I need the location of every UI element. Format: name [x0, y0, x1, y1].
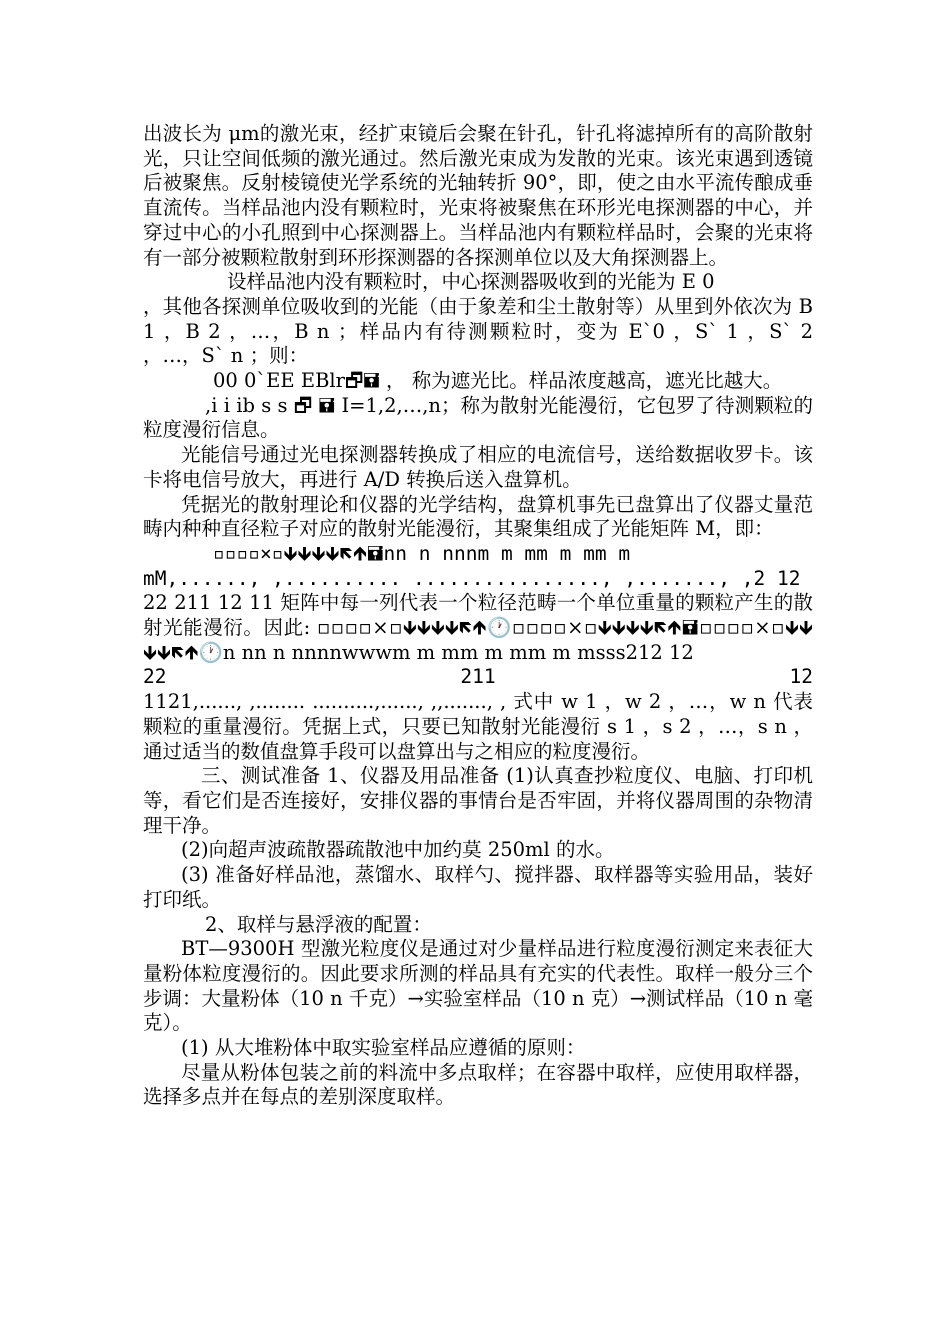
- formula-index-right: 12: [789, 665, 813, 689]
- body-text: [143, 122, 813, 1110]
- paragraph-matrix-columns: 22 211 12 11 矩阵中每一列代表一个粒径范畴一个单位重量的颗粒产生的散射光能漫衍。因此: ▫▫▫▫×▫🡻🡻🡻🡻🡼🡹🕐▫▫▫▫×▫🡻🡻🡻🡻🡼🡹🖬▫▫▫▫×▫🡻🡻🡻🡻🡼🡹🕐n nn n nnnnwwwm m mm m mm m msss212 12: [143, 591, 813, 664]
- paragraph-weight-distribution: 1121,......, ,........ ..........,......, ,,......., , 式中 w 1 ，w 2 ，…，w n 代表颗粒的重量漫衍。凭据上式，只要已知散射光能漫衍 s 1 ，s 2 ，…，s n ，通过适当的数值盘算手段可以盘算出与之相应的粒度漫衍。: [143, 690, 813, 763]
- formula-matrix-line-2: mM,......, ,.......... ................, ,......., ,2 12: [143, 566, 801, 590]
- paragraph-laser-path: 出波长为 μm的激光束，经扩束镜后会聚在针孔，针孔将滤掉所有的高阶散射光，只让空间低频的激光通过。然后激光束成为发散的光束。该光束遇到透镜后被聚焦。反射棱镜使光学系统的光轴转折 90°，即，使之由水平流传酿成垂直流传。当样品池内没有颗粒时，光束将被聚焦在环形光电探测器的中心，并穿过中心的小孔照到中心探测器上。当样品池内有颗粒样品时，会聚的光束将有一部分被颗粒散射到环形探测器的各探测单位以及大角探测器上。: [143, 122, 813, 269]
- formula-index-middle: 211: [460, 665, 496, 689]
- paragraph-sample-cell: (3) 准备好样品池，蒸馏水、取样勺、搅拌器、取样器等实验用品，装好打印纸。: [143, 863, 813, 911]
- paragraph-center-detector: 设样品池内没有颗粒时，中心探测器吸收到的光能为 E 0: [227, 270, 715, 294]
- paragraph-scattering-theory: 凭据光的散射理论和仪器的光学结构，盘算机事先已盘算出了仪器丈量范畴内种种直径粒子对应的散射光能漫衍，其聚集组成了光能矩阵 M，即：: [143, 492, 813, 541]
- formula-index-left: 22: [143, 665, 167, 689]
- paragraph-sampling-method: 尽量从粉体包装之前的料流中多点取样；在容器中取样，应使用取样器，选择多点并在每点的差别深度取样。: [143, 1060, 813, 1109]
- formula-index-line: [143, 665, 813, 690]
- paragraph-obscuration-formula: 00 0`EE EBlr🗗🖬 ， 称为遮光比。样品浓度越高，遮光比越大。: [213, 369, 783, 393]
- heading-sampling: 2、取样与悬浮液的配置：: [205, 912, 432, 936]
- paragraph-test-preparation: 三、测试准备 1、仪器及用品准备 (1)认真查抄粒度仪、电脑、打印机等，看它们是否连接好，安排仪器的事情台是否牢固，并将仪器周围的杂物清理干净。: [143, 764, 813, 837]
- formula-matrix-line-1: ▫▫▫▫×▫🡻🡻🡻🡻🡼🡹🖬nn n nnnm m mm m mm m: [213, 541, 631, 565]
- paragraph-signal-conversion: 光能信号通过光电探测器转换成了相应的电流信号，送给数据收罗卡。该卡将电信号放大，再进行 A/D 转换后送入盘算机。: [143, 443, 813, 491]
- paragraph-sampling-principle: (1) 从大堆粉体中取实验室样品应遵循的原则：: [181, 1036, 586, 1060]
- paragraph-detector-units: ，其他各探测单位吸收到的光能（由于象差和尘土散射等）从里到外依次为 B 1 ，B 2 ，…，B n ；样品内有待测颗粒时，变为 E`0 ，S` 1 ，S` 2 ，…，S` n ；则：: [143, 294, 813, 368]
- paragraph-bt9300h: BT—9300H 型激光粒度仪是通过对少量样品进行粒度漫衍测定来表征大量粉体粒度漫衍的。因此要求所测的样品具有充实的代表性。取样一般分三个步调：大量粉体（10 n 千克）→实验室样品（10 n 克）→测试样品（10 n 毫克）。: [143, 937, 813, 1035]
- paragraph-ultrasonic-water: (2)向超声波疏散器疏散池中加约莫 250ml 的水。: [181, 838, 615, 862]
- paragraph-scattering-formula: ,i i ib s s 🗗 🖬 I=1,2,…,n；称为散射光能漫衍，它包罗了待测颗粒的粒度漫衍信息。: [143, 393, 813, 442]
